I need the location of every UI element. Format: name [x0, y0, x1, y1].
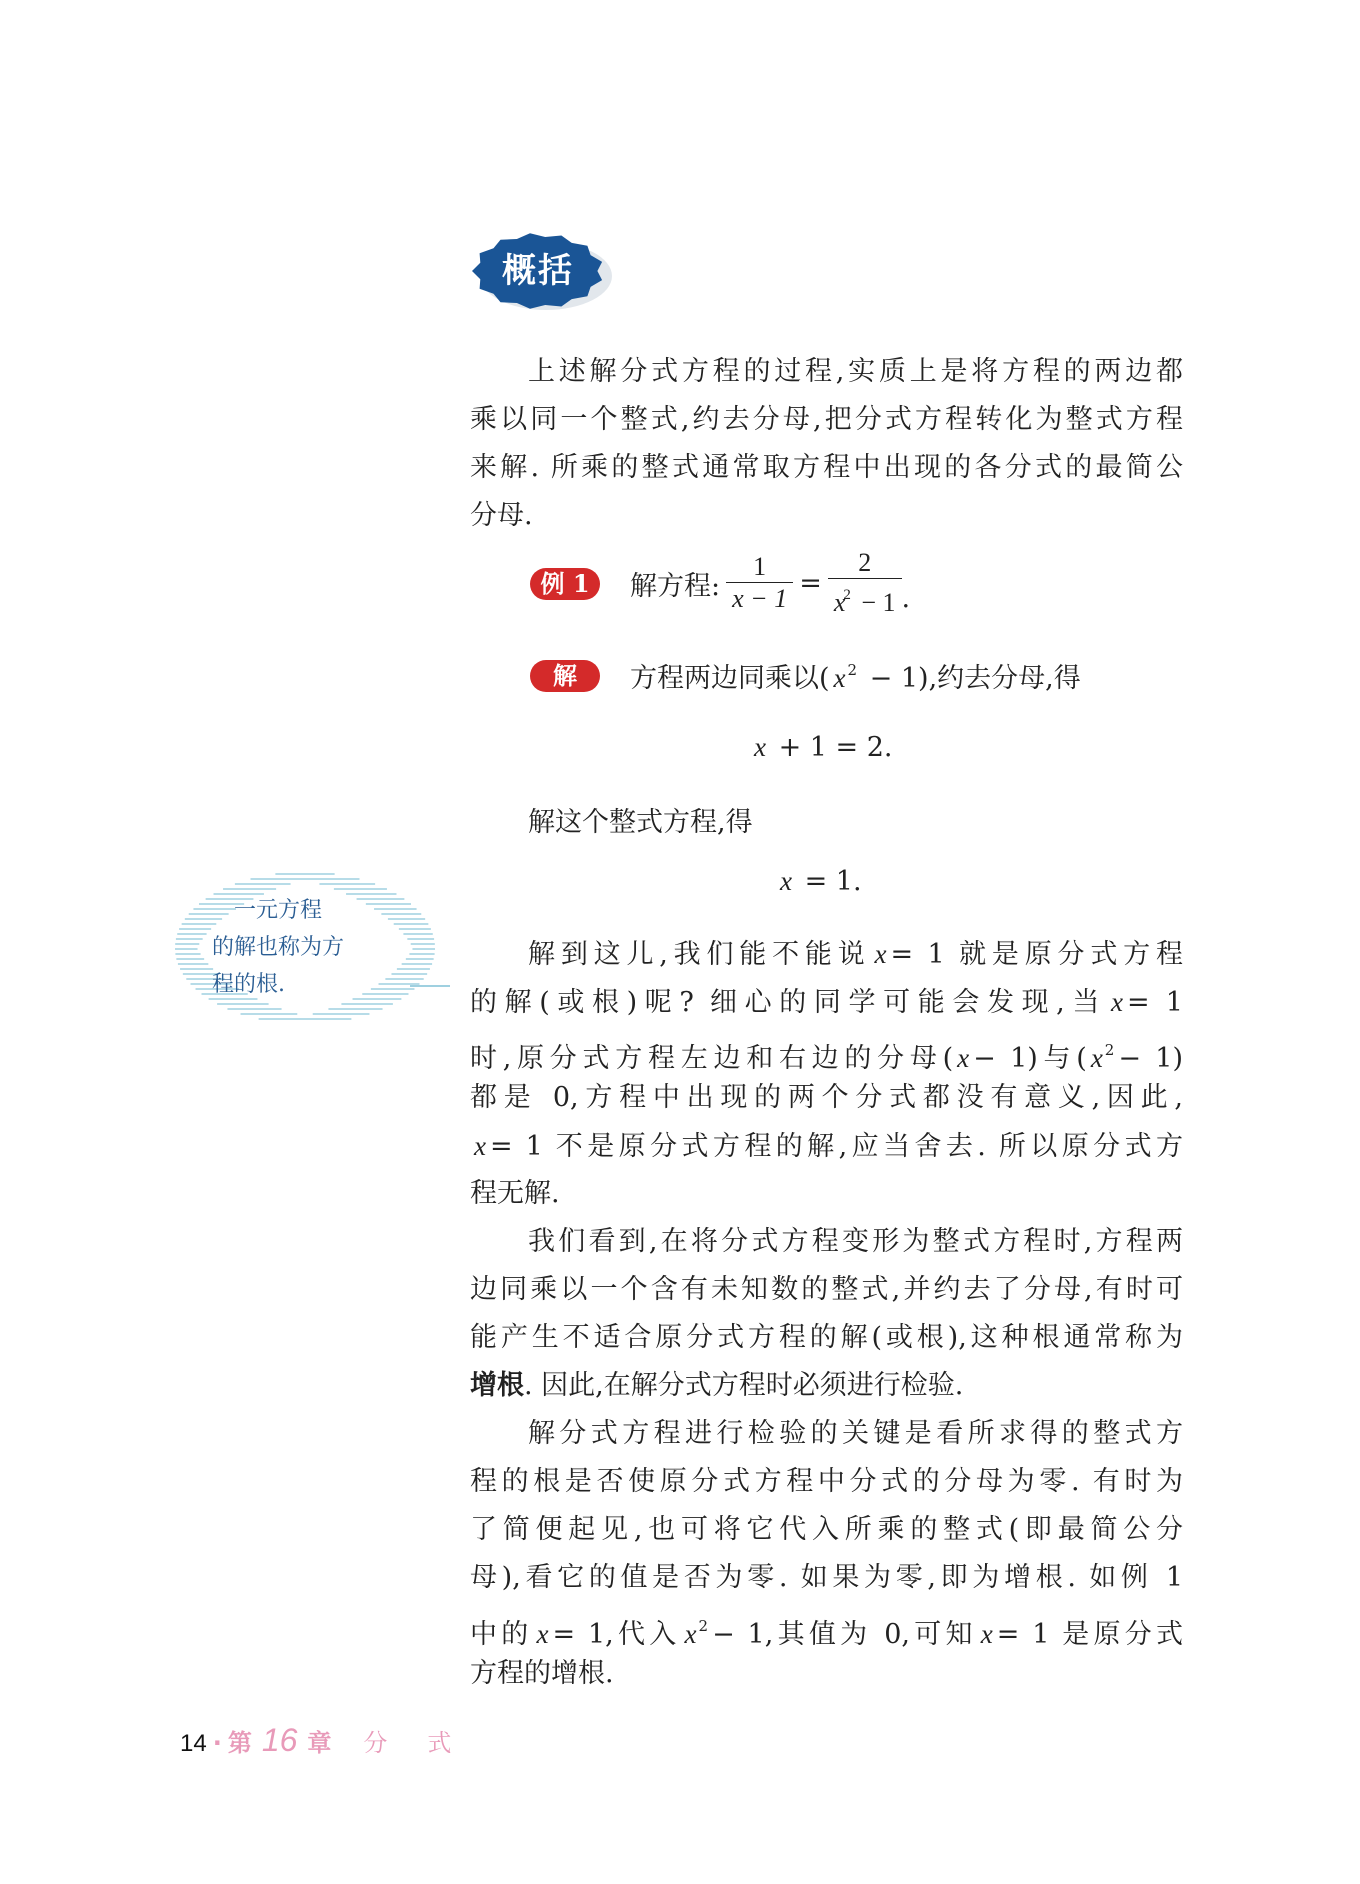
exponent: 2 — [843, 587, 851, 603]
math-variable: x — [474, 1131, 486, 1161]
text-run: 中的 — [470, 1619, 533, 1650]
sidenote-text — [212, 892, 372, 1003]
period: . — [901, 583, 911, 614]
text-line — [470, 1074, 1183, 1122]
text-run: 我们看到,在将分式方程变形为整式方程时,方程两 — [528, 1226, 1183, 1257]
numerator: 1 — [753, 552, 767, 581]
text-line — [470, 1266, 1183, 1314]
text-line — [470, 1314, 1183, 1362]
text-line — [470, 492, 1183, 540]
text-line — [470, 1122, 1183, 1170]
solution — [530, 656, 1081, 695]
math-variable: x — [684, 1619, 697, 1649]
section-badge-label: 概括 — [502, 251, 574, 291]
example-1 — [530, 548, 910, 619]
text-run: = 1,代入 — [552, 1619, 681, 1650]
example-prompt: 解方程: — [630, 571, 721, 602]
paragraph-check — [470, 1410, 1183, 1698]
text-run: + 1 = 2. — [769, 732, 893, 763]
var: x — [833, 588, 846, 617]
text-run: . 因此,在解分式方程时必须进行检验. — [524, 1370, 964, 1401]
text-run: 来解. 所乘的整式通常取方程中出现的各分式的最简公 — [470, 452, 1183, 483]
text-run: − 1) — [1118, 1043, 1183, 1074]
math-variable: x — [1090, 1043, 1103, 1073]
math-variable: x — [536, 1619, 549, 1649]
footer-dot: · — [212, 1729, 222, 1757]
sidenote-bubble — [160, 868, 450, 1028]
fraction-rhs — [828, 548, 902, 619]
solution-step: 解这个整式方程,得 — [528, 807, 753, 838]
text-line — [470, 1218, 1183, 1266]
solution-badge: 解 — [530, 660, 600, 692]
text-line — [470, 1506, 1183, 1554]
text-run: 解分式方程进行检验的关键是看所求得的整式方 — [528, 1418, 1183, 1449]
chapter-title: 分 式 — [363, 1729, 460, 1757]
text-line — [470, 1554, 1183, 1602]
equation-1 — [750, 732, 1360, 763]
text-line — [470, 1458, 1183, 1506]
denominator — [828, 578, 902, 619]
text-line — [470, 930, 1183, 978]
text-run: = 1 不是原分式方程的解,应当舍去. 所以原分式方 — [489, 1131, 1183, 1162]
text-run: 能产生不适合原分式方程的解(或根),这种根通常称为 — [470, 1322, 1183, 1353]
numerator: 2 — [858, 548, 872, 577]
math-variable: x — [1111, 987, 1123, 1017]
text-run: 的解(或根)呢? 细心的同学可能会发现,当 — [470, 987, 1107, 1018]
text-line — [470, 1170, 1183, 1218]
math-variable: x — [754, 732, 766, 762]
math-variable: x — [833, 663, 846, 693]
math-variable: x — [980, 1619, 993, 1649]
text-run: 程的根是否使原分式方程中分式的分母为零. 有时为 — [470, 1466, 1183, 1497]
sidenote-line: 的解也称为方 — [212, 935, 345, 960]
equals-sign: = — [799, 568, 822, 599]
text-run: 程无解. — [470, 1178, 560, 1209]
chapter-prefix: 第 — [227, 1729, 252, 1757]
chapter-number: 16 — [261, 1722, 298, 1758]
example-badge: 例 1 — [530, 568, 600, 600]
text-run: 了简便起见,也可将它代入所乘的整式(即最简公分 — [470, 1514, 1183, 1545]
denominator: x − 1 — [726, 582, 793, 615]
math-variable: x — [780, 866, 792, 896]
text-run: = 1. — [795, 866, 862, 897]
text-run: 方程的增根. — [470, 1658, 614, 1689]
math-variable: x — [874, 939, 887, 969]
text-run: 时,原分式方程左边和右边的分母( — [470, 1043, 954, 1074]
text-line — [470, 1650, 1183, 1698]
text-line — [470, 396, 1183, 444]
page-footer — [180, 1722, 459, 1759]
bold-term: 增根 — [470, 1370, 524, 1401]
exponent: 2 — [847, 661, 858, 679]
paragraph-intro — [470, 348, 1183, 540]
text-run: 边同乘以一个含有未知数的整式,并约去了分母,有时可 — [470, 1274, 1183, 1305]
fraction-lhs — [726, 552, 793, 615]
exponent: 2 — [1104, 1041, 1115, 1059]
sidenote-line: 一元方程 — [212, 898, 323, 923]
text-line — [470, 1026, 1183, 1074]
text-line — [470, 1362, 1183, 1410]
text-run: 解到这儿,我们能不能说 — [528, 939, 871, 970]
text-line — [470, 348, 1183, 396]
page-number: 14 — [180, 1730, 207, 1757]
paragraph-extraneous-root — [470, 1218, 1183, 1410]
equation-2 — [776, 866, 1360, 897]
text-run: = 1 是原分式 — [996, 1619, 1184, 1650]
sidenote-line: 程的根. — [212, 972, 285, 997]
text-run: 上述解分式方程的过程,实质上是将方程的两边都 — [528, 356, 1183, 387]
text-line — [470, 1602, 1183, 1650]
text-run: 母),看它的值是否为零. 如果为零,即为增根. 如例 1 — [470, 1562, 1183, 1593]
text-run: − 1,其值为 0,可知 — [712, 1619, 977, 1650]
paragraph-analysis — [470, 930, 1183, 1218]
section-badge — [470, 232, 620, 314]
text-run: − 1)与( — [973, 1043, 1087, 1074]
text-run: 方程两边同乘以( — [630, 663, 830, 694]
text-line — [470, 1410, 1183, 1458]
text-line — [470, 444, 1183, 492]
den-rest: − 1 — [854, 588, 896, 617]
text-run: = 1 就是原分式方程 — [890, 939, 1183, 970]
solution-line — [630, 656, 1081, 695]
text-run: 分母. — [470, 500, 533, 531]
math-variable: x — [957, 1043, 970, 1073]
text-run: − 1),约去分母,得 — [861, 663, 1081, 694]
text-run: = 1 — [1126, 987, 1183, 1018]
exponent: 2 — [698, 1617, 709, 1635]
text-run: 乘以同一个整式,约去分母,把分式方程转化为整式方程 — [470, 404, 1183, 435]
text-line — [470, 978, 1183, 1026]
text-run: 都是 0,方程中出现的两个分式都没有意义,因此, — [470, 1082, 1183, 1113]
chapter-suffix: 章 — [307, 1729, 332, 1757]
